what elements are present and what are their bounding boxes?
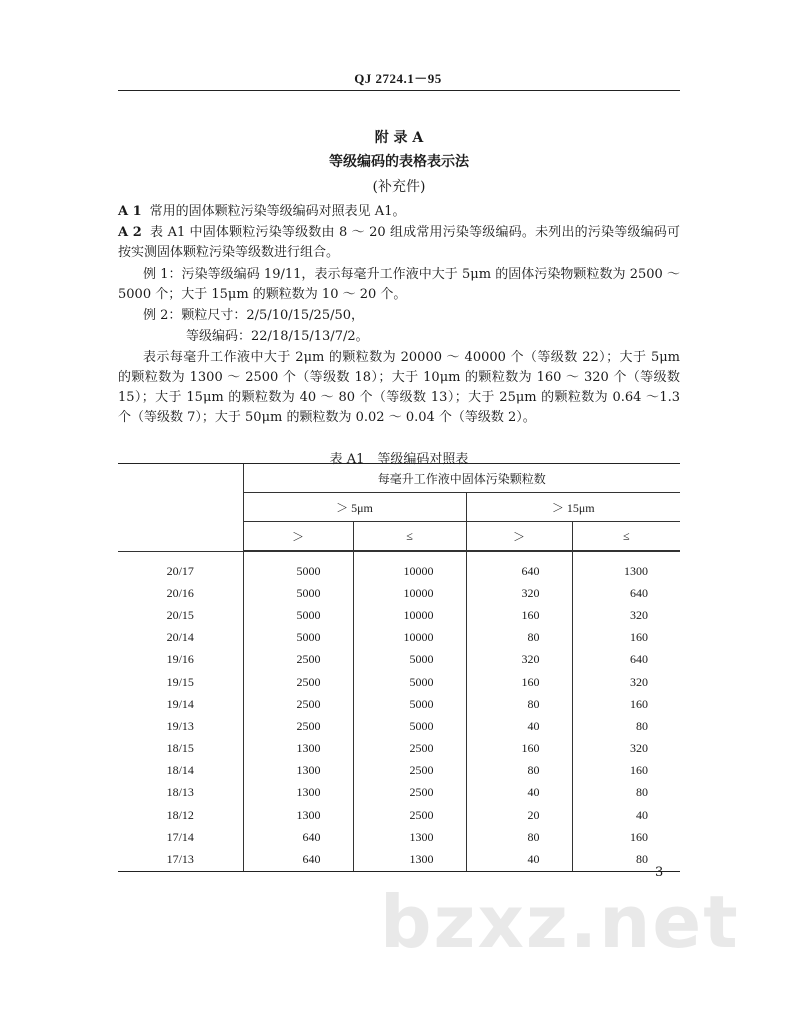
header-rule [118, 90, 680, 91]
table-row [118, 738, 680, 760]
le-15um-cell: 160 [572, 693, 680, 715]
le-5um-cell: 10000 [353, 627, 466, 649]
le-5um-cell: 5000 [353, 715, 466, 737]
le-5um-cell: 10000 [353, 582, 466, 604]
le-5um-cell: 1300 [353, 848, 466, 871]
grade-code-cell: 20/14 [166, 630, 194, 645]
gt-5um-cell: 2500 [243, 649, 353, 671]
example-2-line1: 例 2：颗粒尺寸：2/5/10/15/25/50， [143, 308, 365, 323]
table-row [118, 552, 680, 583]
table-row [118, 826, 680, 848]
grade-code-cell: 20/16 [166, 585, 194, 600]
table-body [118, 552, 680, 872]
le-5um-cell: 1300 [353, 826, 466, 848]
appendix-note: (补充件) [372, 179, 426, 195]
grade-code-cell: 19/15 [166, 674, 194, 689]
le-5um-cell: 2500 [353, 738, 466, 760]
le-15um-cell: 640 [572, 582, 680, 604]
clause-a1 [118, 202, 680, 222]
gt-5um-cell: 5000 [243, 582, 353, 604]
gt-5um-cell: 1300 [243, 804, 353, 826]
gt-5um-cell: 5000 [243, 604, 353, 626]
table-row [118, 627, 680, 649]
le-15um-cell: 160 [572, 627, 680, 649]
le-15um-cell: 1300 [572, 552, 680, 583]
le-15um-cell: 320 [572, 671, 680, 693]
gt-15um-cell: 160 [466, 738, 572, 760]
table-row [118, 804, 680, 826]
gt-5um-cell: 5000 [243, 627, 353, 649]
le-15um-cell: 320 [572, 738, 680, 760]
le-5um-cell: 2500 [353, 804, 466, 826]
clause-a1-text: 常用的固体颗粒污染等级编码对照表见 A1。 [149, 204, 406, 219]
gt-5um-cell: 640 [243, 848, 353, 871]
table-row [118, 782, 680, 804]
gt-5um-cell: 2500 [243, 671, 353, 693]
le-5um-cell: 2500 [353, 782, 466, 804]
gt-5um-cell: 1300 [243, 782, 353, 804]
table-row [118, 760, 680, 782]
gt-5um-cell: 5000 [243, 552, 353, 583]
grade-code-cell: 19/13 [166, 718, 194, 733]
table-caption: 表 A1 等级编码对照表 [329, 452, 469, 467]
gt-15um-cell: 80 [466, 693, 572, 715]
grade-code-cell: 18/12 [166, 807, 194, 822]
clause-a2 [118, 223, 680, 263]
gt-5um-cell: 1300 [243, 760, 353, 782]
gt-15um-cell: 20 [466, 804, 572, 826]
le-15um-cell: 80 [572, 782, 680, 804]
example-2-line2: 等级编码：22/18/15/13/7/2。 [186, 329, 369, 344]
standard-code-header: QJ 2724.1－95 [354, 71, 442, 86]
gt-15um-cell: 80 [466, 760, 572, 782]
gt-15um-cell: 80 [466, 826, 572, 848]
subheader-15um: ＞ 15μm [466, 493, 680, 522]
le-5um-cell: 5000 [353, 671, 466, 693]
le-5um-cell: 5000 [353, 649, 466, 671]
le-15um-cell: 80 [572, 715, 680, 737]
table-row [118, 715, 680, 737]
table-row [118, 649, 680, 671]
le-15um-cell: 320 [572, 604, 680, 626]
gt-15um-cell: 160 [466, 604, 572, 626]
group-header: 每毫升工作液中固体污染颗粒数 [243, 464, 680, 493]
gt-5um-cell: 1300 [243, 738, 353, 760]
grade-code-table [118, 463, 680, 872]
le-15um-cell: 640 [572, 649, 680, 671]
grade-code-cell: 17/14 [166, 829, 194, 844]
grade-code-cell: 18/14 [166, 763, 194, 778]
page-number: 3 [655, 865, 664, 880]
gt-5um-cell: 640 [243, 826, 353, 848]
header-gt-15: ＞ [466, 522, 572, 551]
le-5um-cell: 10000 [353, 552, 466, 583]
header-gt-5: ＞ [243, 522, 353, 551]
table-row [118, 848, 680, 871]
gt-15um-cell: 320 [466, 649, 572, 671]
gt-15um-cell: 160 [466, 671, 572, 693]
le-15um-cell: 40 [572, 804, 680, 826]
table-row [118, 693, 680, 715]
le-15um-cell: 160 [572, 760, 680, 782]
gt-15um-cell: 80 [466, 627, 572, 649]
appendix-label: 附 录 A [374, 130, 424, 146]
table-row [118, 582, 680, 604]
grade-code-cell: 19/14 [166, 696, 194, 711]
le-5um-cell: 5000 [353, 693, 466, 715]
table-row [118, 604, 680, 626]
gt-15um-cell: 640 [466, 552, 572, 583]
gt-15um-cell: 320 [466, 582, 572, 604]
example-1: 例 1：污染等级编码 19/11，表示每毫升工作液中大于 5μm 的固体污染物颗粒数为 2500 ～ 5000 个；大于 15μm 的颗粒数为 10 ～ 20 个。 [118, 267, 680, 302]
clause-a1-label: A 1 [118, 204, 142, 219]
grade-code-cell: 17/13 [118, 848, 243, 871]
grade-code-cell: 18/15 [166, 741, 194, 756]
gt-15um-cell: 40 [466, 848, 572, 871]
table-row [118, 671, 680, 693]
header-le-15: ≤ [572, 522, 680, 551]
gt-5um-cell: 2500 [243, 715, 353, 737]
grade-code-cell: 20/17 [166, 563, 194, 578]
le-5um-cell: 10000 [353, 604, 466, 626]
le-15um-cell: 160 [572, 826, 680, 848]
le-5um-cell: 2500 [353, 760, 466, 782]
clause-a2-label: A 2 [118, 225, 142, 240]
grade-code-cell: 19/16 [166, 652, 194, 667]
gt-5um-cell: 2500 [243, 693, 353, 715]
code-column-header [118, 464, 243, 551]
header-le-5: ≤ [353, 522, 466, 551]
le-15um-cell: 80 [572, 848, 680, 871]
subheader-5um: ＞ 5μm [243, 493, 466, 522]
gt-15um-cell: 40 [466, 715, 572, 737]
example-2-explanation: 表示每毫升工作液中大于 2μm 的颗粒数为 20000 ～ 40000 个（等级数 22）；大于 5μm 的颗粒数为 1300 ～ 2500 个（等级数 18）；大于 10μm 的颗粒数为 160 ～ 320 个（等级数 15）；大于 15μm 的颗粒数为 40 ～ 80 个（等级数 13）；大于 25μm 的颗粒数为 0.64 ～1.3 个（等级数 7）；大于 50μm 的颗粒数为 0.02 ～ 0.04 个（等级数 2）。 [118, 350, 680, 425]
grade-code-cell: 18/13 [166, 785, 194, 800]
watermark: bzxz.net [380, 880, 740, 964]
gt-15um-cell: 40 [466, 782, 572, 804]
appendix-title: 等级编码的表格表示法 [329, 154, 469, 170]
grade-code-cell: 20/15 [166, 607, 194, 622]
clause-a2-text: 表 A1 中固体颗粒污染等级数由 8 ～ 20 组成常用污染等级编码。未列出的污染等级编码可按实测固体颗粒污染等级数进行组合。 [118, 225, 680, 260]
